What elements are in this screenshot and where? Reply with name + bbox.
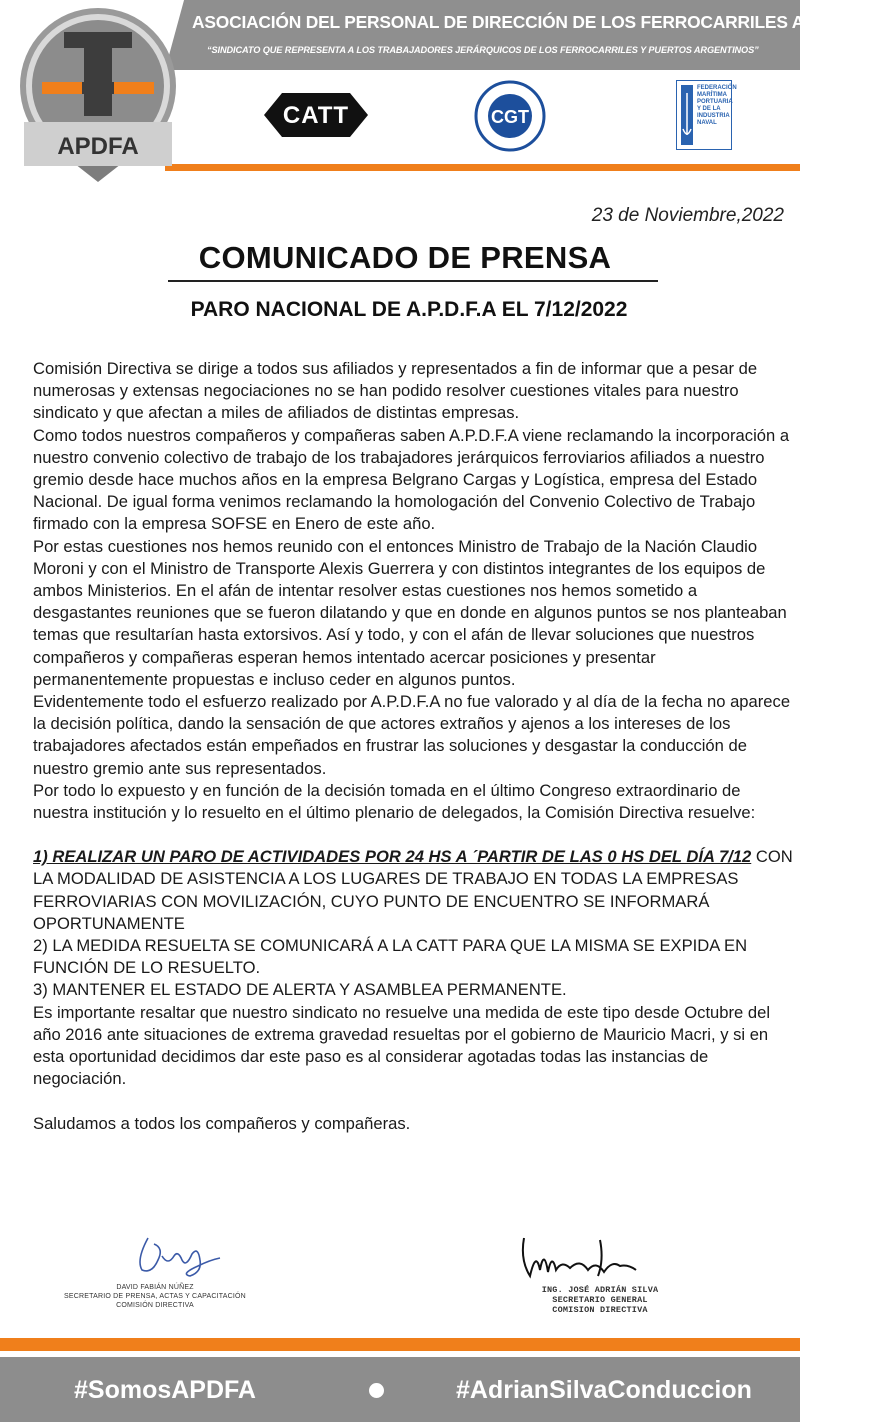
signer-body: COMISION DIRECTIVA: [552, 1305, 648, 1315]
cgt-logo: [474, 80, 546, 152]
resolution-1-text: CON LA MODALIDAD DE ASISTENCIA A LOS LUGARES DE TRABAJO EN TODAS LA EMPRESAS FERROVIARIAS CON MOVILIZACIÓN, CUYO PUNTO DE ENCUENTRO SE INFORMARÁ OPORTUNAMENTE: [33, 847, 793, 933]
handwritten-signature: [500, 1230, 700, 1280]
hashtag-somosapdfa: #SomosAPDFA: [74, 1376, 256, 1404]
document-title: COMUNICADO DE PRENSA: [198, 240, 612, 275]
apdfa-logo: [16, 4, 182, 184]
title-underline: [168, 280, 658, 282]
header-title-bar: [165, 0, 894, 70]
paragraph: Por estas cuestiones nos hemos reunido con el entonces Ministro de Trabajo de la Nación Claudio Moroni y con el Ministro de Transporte Alexis Guerrera y con distintos integrantes de los equipos de ambos Ministerios. En el afán de intentar resolver estas cuestiones nos hemos sometido a desgastantes reuniones que se fueron dilatando y que en donde en algunos puntos se nos planteaban temas que resultarían hasta extorsivos. Así y todo, y con el afán de llevar soluciones que nuestros compañeros y compañeras esperan hemos intentado acercar posiciones y presentar permanentemente propuestas e incluso ceder en algunos puntos.: [33, 536, 787, 689]
signature-left: [40, 1230, 270, 1320]
handwritten-signature: [40, 1230, 270, 1278]
document-body: [33, 358, 793, 1135]
svg-text:APDFA: APDFA: [57, 133, 139, 160]
bullet-icon: [369, 1383, 384, 1398]
federacion-maritima-logo: [676, 80, 737, 150]
paragraph: Como todos nuestros compañeros y compañeras saben A.P.D.F.A viene reclamando la incorporación a nuestro convenio colectivo de trabajo de los trabajadores jerárquicos ferroviarios afiliados a nuestro gremio desde hace muchos años en la empresa Belgrano Cargas y Logística, empresa del Estado Nacional. De igual forma venimos reclamando la homologación del Convenio Colectivo de Trabajo firmado con la empresa SOFSE en Enero de este año.: [33, 425, 790, 534]
svg-text:CATT: CATT: [282, 102, 350, 129]
catt-logo: [262, 90, 370, 140]
paragraph: Comisión Directiva se dirige a todos sus afiliados y representados a fin de informar que a pesar de numerosas y extensas negociaciones no se han podido resolver cuestiones vitales para nuestro sindicato y que afectan a miles de afiliados de distintas empresas.: [33, 359, 758, 423]
federacion-text: FEDERACIÓN MARÍTIMA PORTUARIA Y DE LA INDUSTRIA NAVAL: [697, 85, 737, 126]
document-date: 23 de Noviembre,2022: [591, 205, 784, 226]
resolution-3: 3) MANTENER EL ESTADO DE ALERTA Y ASAMBLEA PERMANENTE.: [33, 980, 567, 1000]
header: [0, 0, 894, 172]
paragraph: Por todo lo expuesto y en función de la decisión tomada en el último Congreso extraordinario de nuestra institución y lo resuelto en el último plenario de delegados, la Comisión Directiva resuelve:: [33, 780, 756, 823]
resolution-1-emphasis: 1) REALIZAR UN PARO DE ACTIVIDADES POR 24 HS A ´PARTIR DE LAS 0 HS DEL DÍA 7/12: [33, 847, 752, 867]
hashtag-adriansilvaconduccion: #AdrianSilvaConduccion: [456, 1376, 752, 1404]
signer-role: SECRETARIO GENERAL: [552, 1295, 648, 1305]
paragraph: Evidentemente todo el esfuerzo realizado por A.P.D.F.A no fue valorado y al día de la fecha no aparece la decisión política, dando la sensación de que actores extraños y ajenos a los intereses de los trabajadores afectados están empeñados en frustrar las soluciones y desgastar la conducción de nuestro gremio ante sus representados.: [33, 692, 791, 778]
signer-name: ING. JOSÉ ADRIÁN SILVA: [541, 1285, 659, 1295]
signature-right: [500, 1230, 700, 1320]
organization-tagline: “SINDICATO QUE REPRESENTA A LOS TRABAJADORES JERÁRQUICOS DE LOS FERROCARRILES Y PUERTOS ARGENTINOS”: [207, 45, 759, 55]
resolution-1: [33, 846, 793, 935]
header-accent-line: [165, 164, 800, 171]
svg-text:CGT: CGT: [491, 107, 529, 127]
closing-paragraph: Es importante resaltar que nuestro sindicato no resuelve una medida de este tipo desde Octubre del año 2016 ante situaciones de extrema gravedad resueltas por el gobierno de Mauricio Macri, y si en esta oportunidad decidimos dar este paso es al considerar agotadas todas las instancias de negociación.: [33, 1002, 771, 1089]
anchor-icon: [681, 85, 693, 145]
footer-accent-line: [0, 1338, 800, 1351]
signer-name: DAVID FABIÁN NÚÑEZ: [116, 1284, 194, 1291]
resolution-2: 2) LA MEDIDA RESUELTA SE COMUNICARÁ A LA CATT PARA QUE LA MISMA SE EXPIDA EN FUNCIÓN DE LO RESUELTO.: [33, 936, 748, 978]
document-subtitle: PARO NACIONAL DE A.P.D.F.A EL 7/12/2022: [190, 298, 628, 321]
organization-name: ASOCIACIÓN DEL PERSONAL DE DIRECCIÓN DE LOS FERROCARRILES ARGENTINO: [192, 12, 894, 32]
signer-role: SECRETARIO DE PRENSA, ACTAS Y CAPACITACIÓN: [64, 1293, 246, 1300]
salutation: Saludamos a todos los compañeros y compañeras.: [33, 1113, 411, 1133]
signer-body: COMISIÓN DIRECTIVA: [116, 1302, 194, 1309]
